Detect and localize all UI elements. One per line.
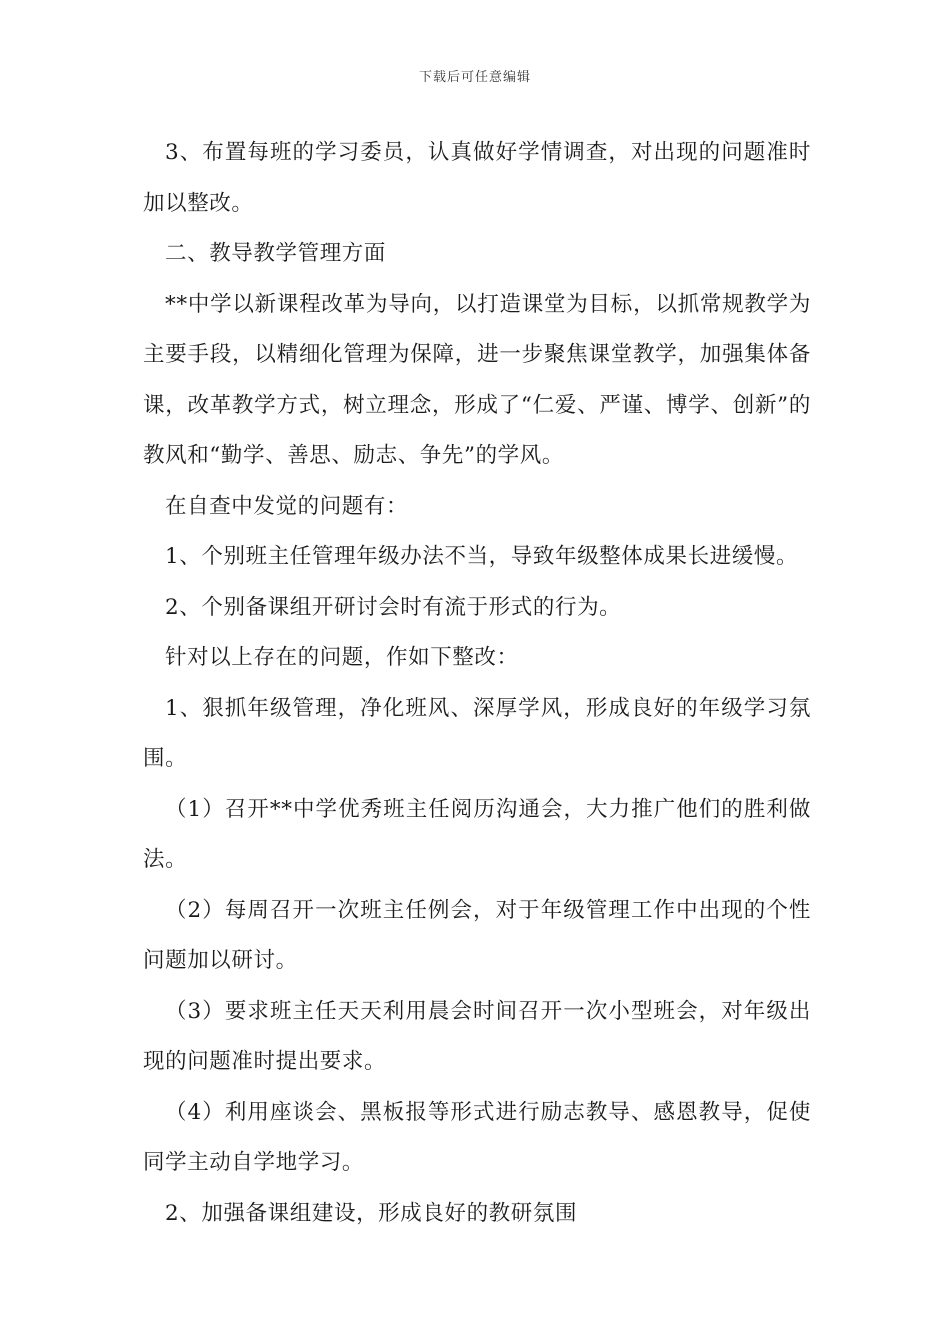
paragraph-measure-2: 2、加强备课组建设，形成良好的教研氛围 — [165, 1200, 578, 1226]
paragraph-problem-1: 1、个别班主任管理年级办法不当，导致年级整体成果长进缓慢。 — [165, 544, 799, 569]
paragraph-measure-1: 1、狠抓年级管理，净化班风、深厚学风，形成良好的年级学习氛围。 — [143, 695, 811, 771]
paragraph-measure-1-sub-2: （2）每周召开一次班主任例会，对于年级管理工作中出现的个性问题加以研讨。 — [143, 897, 811, 973]
section-heading-teaching-management: 二、教导教学管理方面 — [165, 241, 387, 266]
paragraph-teaching-overview: **中学以新课程改革为导向，以打造课堂为目标，以抓常规教学为主要手段，以精细化管理为保障，进一步聚焦课堂教学，加强集体备课，改革教学方式，树立理念，形成了“仁爱、严谨、博学、创新”的教风和“勤学、善思、励志、争先”的学风。 — [143, 291, 811, 468]
document-body — [143, 128, 811, 1239]
paragraph-measure-1-sub-3: （3）要求班主任天天利用晨会时间召开一次小型班会，对年级出现的问题准时提出要求。 — [143, 998, 811, 1074]
paragraph-problems-intro: 在自查中发觉的问题有： — [165, 493, 409, 519]
paragraph-item-3-study-committee: 3、布置每班的学习委员，认真做好学情调查，对出现的问题准时加以整改。 — [143, 140, 811, 216]
header-note: 下载后可任意编辑 — [418, 70, 531, 85]
paragraph-measure-1-sub-1: （1）召开**中学优秀班主任阅历沟通会，大力推广他们的胜利做法。 — [143, 796, 811, 872]
paragraph-problem-2: 2、个别备课组开研讨会时有流于形式的行为。 — [165, 594, 622, 620]
paragraph-measure-1-sub-4: （4）利用座谈会、黑板报等形式进行励志教导、感恩教导，促使同学主动自学地学习。 — [143, 1099, 811, 1175]
paragraph-rectification-intro: 针对以上存在的问题，作如下整改： — [165, 645, 519, 670]
